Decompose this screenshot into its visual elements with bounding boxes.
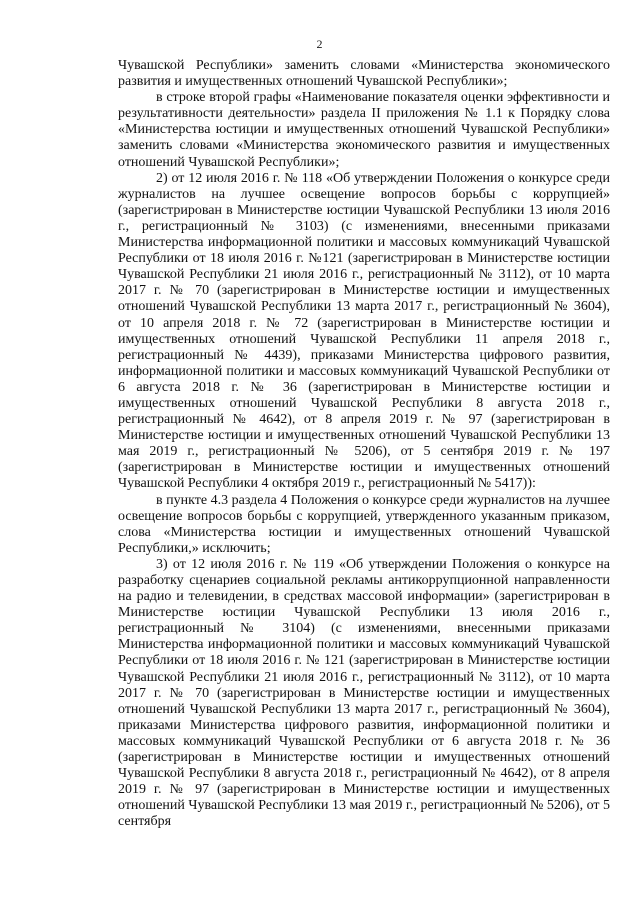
paragraph-item-2-amendment: в пункте 4.3 раздела 4 Положения о конкурсе среди журналистов на лучшее освещение вопросов борьбы с коррупцией, утвержденного указанным приказом, слова «Министерства юстиции и имущественных отношений Чувашской Республики,» исключить; [118,492,610,556]
paragraph-continuation: Чувашской Республики» заменить словами «Министерства экономического развития и имущественных отношений Чувашской Республики»; [118,58,610,90]
paragraph-row-replacement: в строке второй графы «Наименование показателя оценки эффективности и результативности деятельности» раздела II приложения № 1.1 к Порядку слова «Министерства юстиции и имущественных отношений Чувашской Республики» заменить словами «Министерства экономического развития и имущественных отношений Чувашской Республики»; [118,90,610,170]
document-body [118,58,610,831]
paragraph-item-2: 2) от 12 июля 2016 г. № 118 «Об утверждении Положения о конкурсе среди журналистов на лучшее освещение вопросов борьбы с коррупцией» (зарегистрирован в Министерстве юстиции Чувашской Республики 13 июля 2016 г., регистрационный № 3103) (с изменениями, внесенными приказами Министерства информационной политики и массовых коммуникаций Чувашской Республики от 18 июля 2016 г. №121 (зарегистрирован в Министерстве юстиции Чувашской Республики 21 июля 2016 г., регистрационный № 3112), от 10 марта 2017 г. № 70 (зарегистрирован в Министерстве юстиции и имущественных отношений Чувашской Республики 13 марта 2017 г., регистрационный № 3604), от 10 апреля 2018 г. № 72 (зарегистрирован в Министерстве юстиции и имущественных отношений Чувашской Республики 11 апреля 2018 г., регистрационный № 4439), приказами Министерства цифрового развития, информационной политики и массовых коммуникаций Чувашской Республики от 6 августа 2018 г. № 36 (зарегистрирован в Министерстве юстиции и имущественных отношений Чувашской Республики 8 августа 2018 г., регистрационный № 4642), от 8 апреля 2019 г. № 97 (зарегистрирован в Министерстве юстиции и имущественных отношений Чувашской Республики 13 мая 2019 г., регистрационный № 5206), от 5 сентября 2019 г. № 197 (зарегистрирован в Министерстве юстиции и имущественных отношений Чувашской Республики 4 октября 2019 г., регистрационный № 5417)): [118,170,610,492]
page-number: 2 [316,37,323,51]
paragraph-item-3: 3) от 12 июля 2016 г. № 119 «Об утверждении Положения о конкурсе на разработку сценариев социальной рекламы антикоррупционной направленности на радио и телевидении, в средствах массовой информации» (зарегистрирован в Министерстве юстиции Чувашской Республики 13 июля 2016 г., регистрационный № 3104) (с изменениями, внесенными приказами Министерства информационной политики и массовых коммуникаций Чувашской Республики от 18 июля 2016 г. № 121 (зарегистрирован в Министерстве юстиции Чувашской Республики 21 июля 2016 г., регистрационный № 3112), от 10 марта 2017 г. № 70 (зарегистрирован в Министерстве юстиции и имущественных отношений Чувашской Республики 13 марта 2017 г., регистрационный № 3604), приказами Министерства цифрового развития, информационной политики и массовых коммуникаций Чувашской Республики от 6 августа 2018 г. № 36 (зарегистрирован в Министерстве юстиции и имущественных отношений Чувашской Республики 8 августа 2018 г., регистрационный № 4642), от 8 апреля 2019 г. № 97 (зарегистрирован в Министерстве юстиции и имущественных отношений Чувашской Республики 13 мая 2019 г., регистрационный № 5206), от 5 сентября [118,556,611,830]
